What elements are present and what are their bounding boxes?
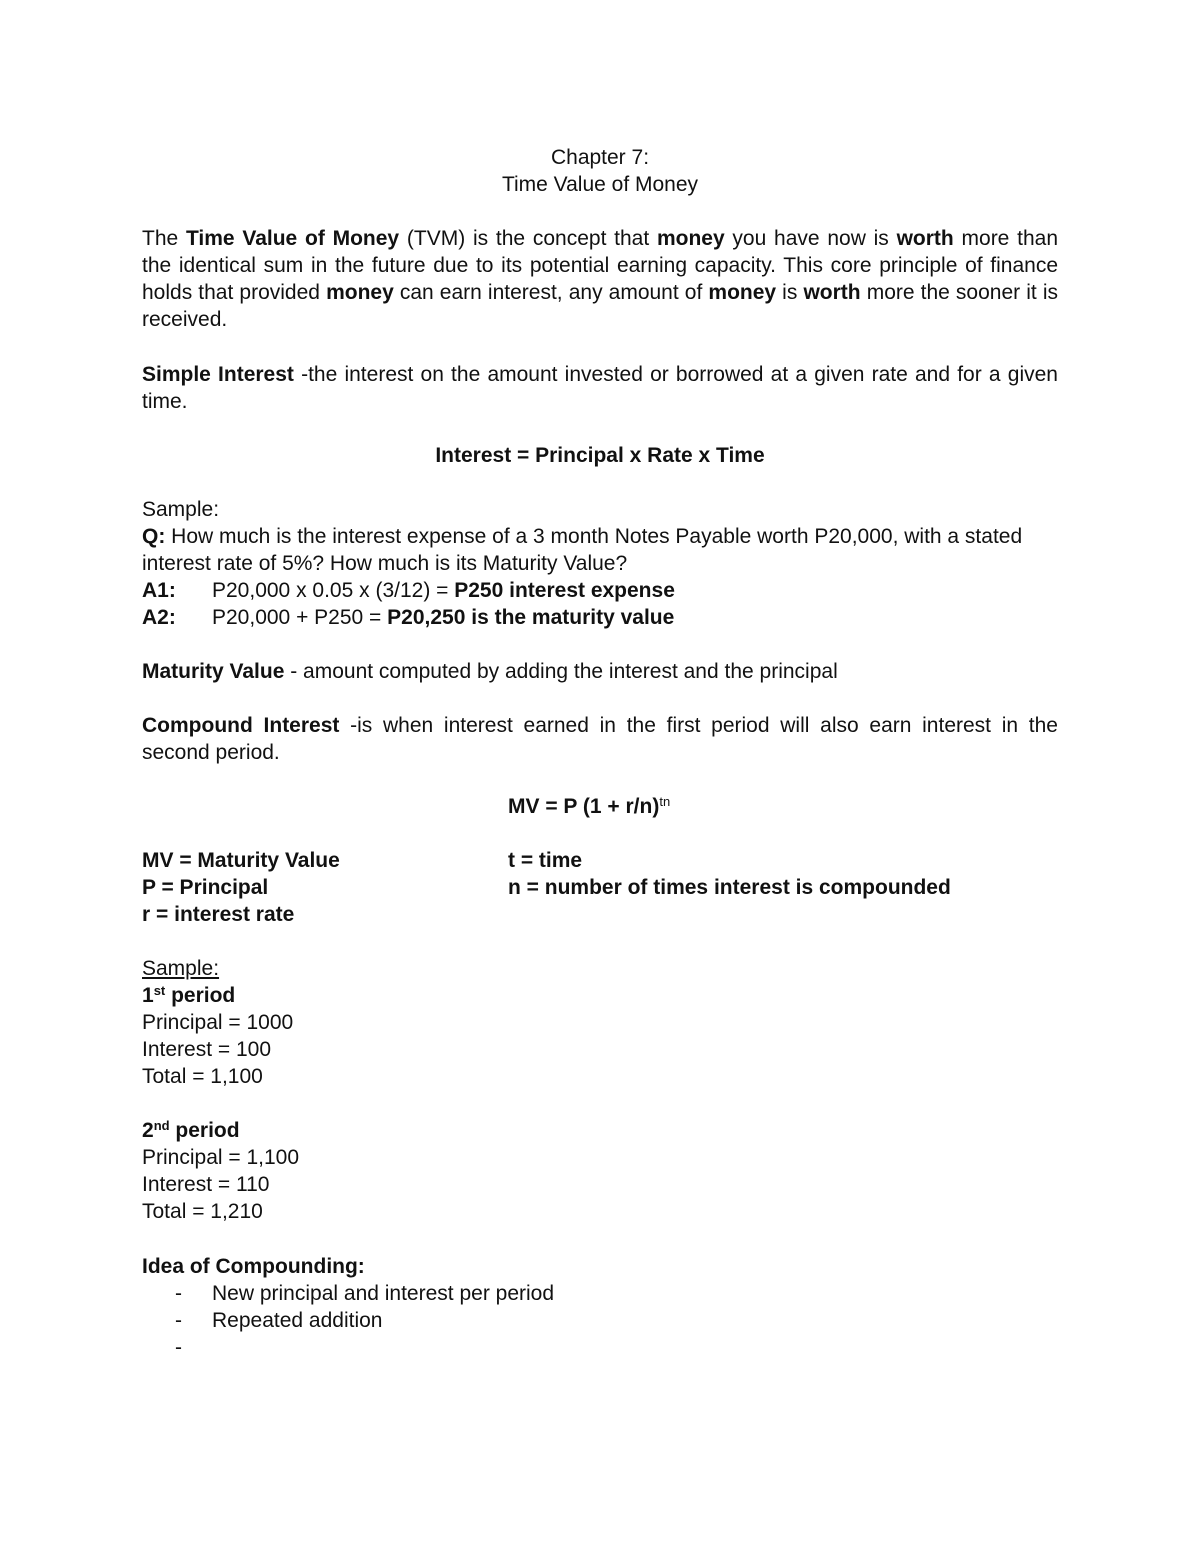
intro-paragraph: The Time Value of Money (TVM) is the concept that money you have now is worth more than the identical sum in the future due to its potential earning capacity. This core principle of finance holds that provided money can earn interest, any amount of money is worth more the sooner it is received. [142,227,1059,331]
period-2-principal: Principal = 1,100 [142,1146,300,1169]
legend-n: n = number of times interest is compounded [508,876,951,899]
period-2-total: Total = 1,210 [142,1200,263,1223]
sample-answer-2: A2: P20,000 + P250 = P20,250 is the maturity value [142,606,675,629]
sample-label: Sample: [142,498,220,521]
legend-mv: MV = Maturity Value [142,849,340,872]
sample-2-label: Sample: [142,957,220,980]
period-2-interest: Interest = 110 [142,1173,270,1196]
period-1-total: Total = 1,100 [142,1065,263,1088]
chapter-number: Chapter 7: [550,146,650,169]
period-1-heading: 1st period [142,983,236,1007]
legend-t: t = time [508,849,583,872]
list-item: - Repeated addition [175,1309,383,1332]
list-item: - New principal and interest per period [175,1282,555,1305]
simple-interest-formula: Interest = Principal x Rate x Time [435,444,765,467]
simple-interest-definition: Simple Interest -the interest on the amount invested or borrowed at a given rate and for a given time. [142,363,1058,413]
legend-r: r = interest rate [142,903,295,926]
period-1-principal: Principal = 1000 [142,1011,294,1034]
legend-p: P = Principal [142,876,269,899]
list-item: - [175,1336,182,1359]
period-1-interest: Interest = 100 [142,1038,272,1061]
maturity-value-definition: Maturity Value - amount computed by adding the interest and the principal [142,660,838,683]
compound-interest-definition: Compound Interest -is when interest earned in the first period will also earn interest in the second period. [142,714,1058,764]
compound-interest-formula: MV = P $(1 + r/n)^{tn}$ [508,794,671,818]
period-2-heading: 2nd period [142,1118,240,1142]
sample-question: Q: How much is the interest expense of a 3 month Notes Payable worth P20,000, with a stated interest rate of 5%? How much is its Maturity Value? [142,525,1023,575]
chapter-title: Time Value of Money [501,173,699,196]
compounding-heading: Idea of Compounding: [142,1255,365,1278]
sample-answer-1: A1: P20,000 x 0.05 x (3/12) = P250 interest expense [142,579,675,602]
